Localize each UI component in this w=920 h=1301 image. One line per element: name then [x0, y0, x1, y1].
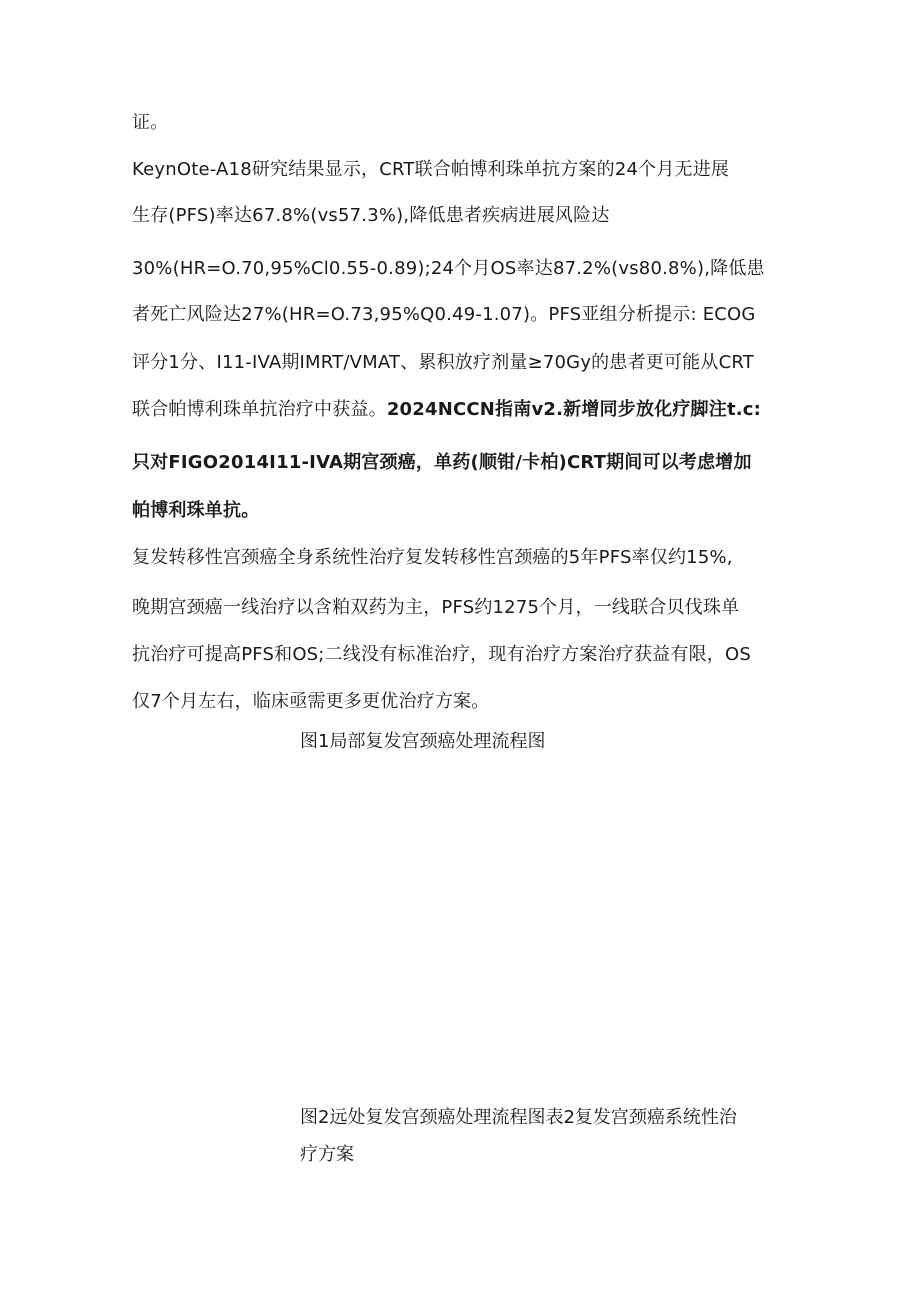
text-line-5: 者死亡风险达27%(HR=O.73,95%Q0.49-1.07)。PFS亚组分析提示: ECOG	[132, 304, 756, 325]
text-line-1: 证。	[132, 112, 169, 133]
text-line-13: 仅7个月左右，临床亟需更多更优治疗方案。	[132, 691, 490, 712]
figure-2-caption-line-2: 疗方案	[300, 1144, 354, 1165]
text-line-12: 抗治疗可提高PFS和OS;二线没有标准治疗，现有治疗方案治疗获益有限，OS	[132, 644, 751, 665]
text-line-6: 评分1分、I11-IVA期IMRT/VMAT、累积放疗剂量≥70Gy的患者更可能从CRT	[132, 352, 754, 373]
text-line-7	[132, 398, 761, 422]
text-line-7-normal: 联合帕博利珠单抗治疗中获益。	[132, 399, 387, 420]
text-line-9: 帕博利珠单抗。	[132, 500, 260, 521]
text-line-8: 只对FIGO2014I11-IVA期宫颈癌，单药(顺钳/卡柏)CRT期间可以考虑增加	[132, 452, 752, 473]
text-line-7-bold: 2024NCCN指南v2.新增同步放化疗脚注t.c:	[386, 399, 762, 420]
text-line-10: 复发转移性宫颈癌全身系统性治疗复发转移性宫颈癌的5年PFS率仅约15%,	[132, 547, 733, 568]
figure-2-caption-line-1: 图2远处复发宫颈癌处理流程图表2复发宫颈癌系统性治	[300, 1107, 737, 1128]
text-line-3: 生存(PFS)率达67.8%(vs57.3%),降低患者疾病进展风险达	[132, 205, 610, 226]
text-line-11: 晚期宫颈癌一线治疗以含粕双药为主，PFS约1275个月，一线联合贝伐珠单	[132, 597, 740, 618]
text-line-4: 30%(HR=O.70,95%Cl0.55-0.89);24个月OS率达87.2%(vs80.8%),降低患	[132, 258, 765, 279]
figure-1-caption: 图1局部复发宫颈癌处理流程图	[300, 731, 546, 752]
text-line-2: KeynOte-A18研究结果显示，CRT联合帕博利珠单抗方案的24个月无进展	[132, 159, 730, 180]
